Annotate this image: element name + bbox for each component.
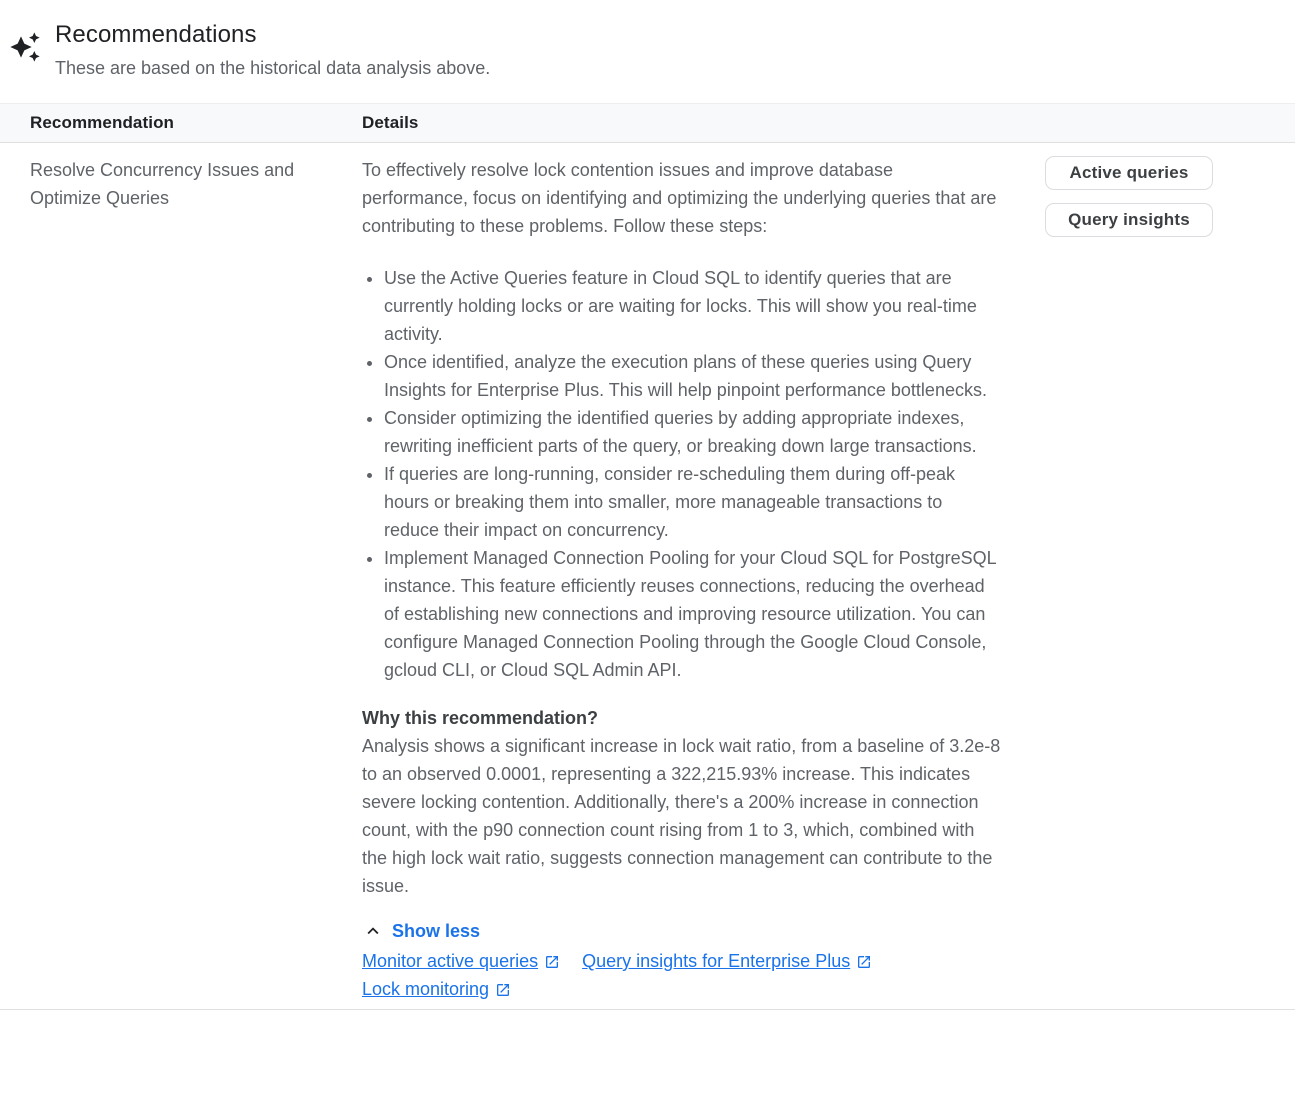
- page-title: Recommendations: [55, 21, 257, 48]
- active-queries-button[interactable]: Active queries: [1045, 156, 1213, 190]
- external-link-icon: [495, 982, 511, 998]
- details-bullet-list: [362, 264, 1002, 684]
- bullet-item: • Consider optimizing the identified queries by adding appropriate indexes, rewriting inefficient parts of the query, or breaking down large transactions.: [384, 404, 1002, 460]
- bullet-item: • Implement Managed Connection Pooling for your Cloud SQL for PostgreSQL instance. This feature efficiently reuses connections, reducing the overhead of establishing new connections and improving resource utilization. You can configure Managed Connection Pooling through the Google Cloud Console, gcloud CLI, or Cloud SQL Admin API.: [384, 544, 1002, 684]
- table-row: [0, 143, 1295, 1010]
- external-link-icon: [856, 954, 872, 970]
- bullet-item: • If queries are long-running, consider re-scheduling them during off-peak hours or breaking them into smaller, more manageable transactions to reduce their impact on concurrency.: [384, 460, 1002, 544]
- bullet-item: • Once identified, analyze the execution plans of these queries using Query Insights for Enterprise Plus. This will help pinpoint performance bottlenecks.: [384, 348, 1002, 404]
- column-header-details: Details: [362, 113, 419, 132]
- ai-sparkle-icon: [9, 31, 41, 63]
- why-recommendation-heading: Why this recommendation?: [362, 708, 599, 728]
- bullet-item: • Use the Active Queries feature in Cloud SQL to identify queries that are currently holding locks or are waiting for locks. This will show you real-time activity.: [384, 264, 1002, 348]
- page-subtitle: These are based on the historical data analysis above.: [55, 58, 491, 78]
- recommendations-table: [0, 103, 1295, 1010]
- table-header-row: [0, 103, 1295, 143]
- link-query-insights-enterprise-plus[interactable]: Query insights for Enterprise Plus: [582, 947, 872, 975]
- recommendation-title-cell: Resolve Concurrency Issues and Optimize Queries: [30, 160, 295, 208]
- documentation-links: [362, 947, 1002, 1003]
- details-intro: To effectively resolve lock contention issues and improve database performance, focus on identifying and optimizing the underlying queries that are contributing to these problems. Follow these steps:: [362, 160, 997, 236]
- chevron-up-icon: [362, 920, 384, 942]
- show-less-label: Show less: [392, 920, 481, 941]
- details-cell: [362, 143, 1002, 1009]
- query-insights-button[interactable]: Query insights: [1045, 203, 1213, 237]
- column-header-recommendation: Recommendation: [30, 113, 175, 132]
- show-less-button[interactable]: [362, 920, 480, 942]
- recommendations-header: [0, 0, 1295, 80]
- row-actions-cell: [1002, 143, 1295, 1009]
- why-recommendation-text: Analysis shows a significant increase in lock wait ratio, from a baseline of 3.2e-8 to an observed 0.0001, representing a 322,215.93% increase. This indicates severe locking contention. Additionally, there's a 200% increase in connection count, with the p90 connection count rising from 1 to 3, which, combined with the high lock wait ratio, suggests connection management can contribute to the issue.: [362, 736, 1001, 896]
- link-monitor-active-queries[interactable]: Monitor active queries: [362, 947, 560, 975]
- external-link-icon: [544, 954, 560, 970]
- link-lock-monitoring[interactable]: Lock monitoring: [362, 975, 511, 1003]
